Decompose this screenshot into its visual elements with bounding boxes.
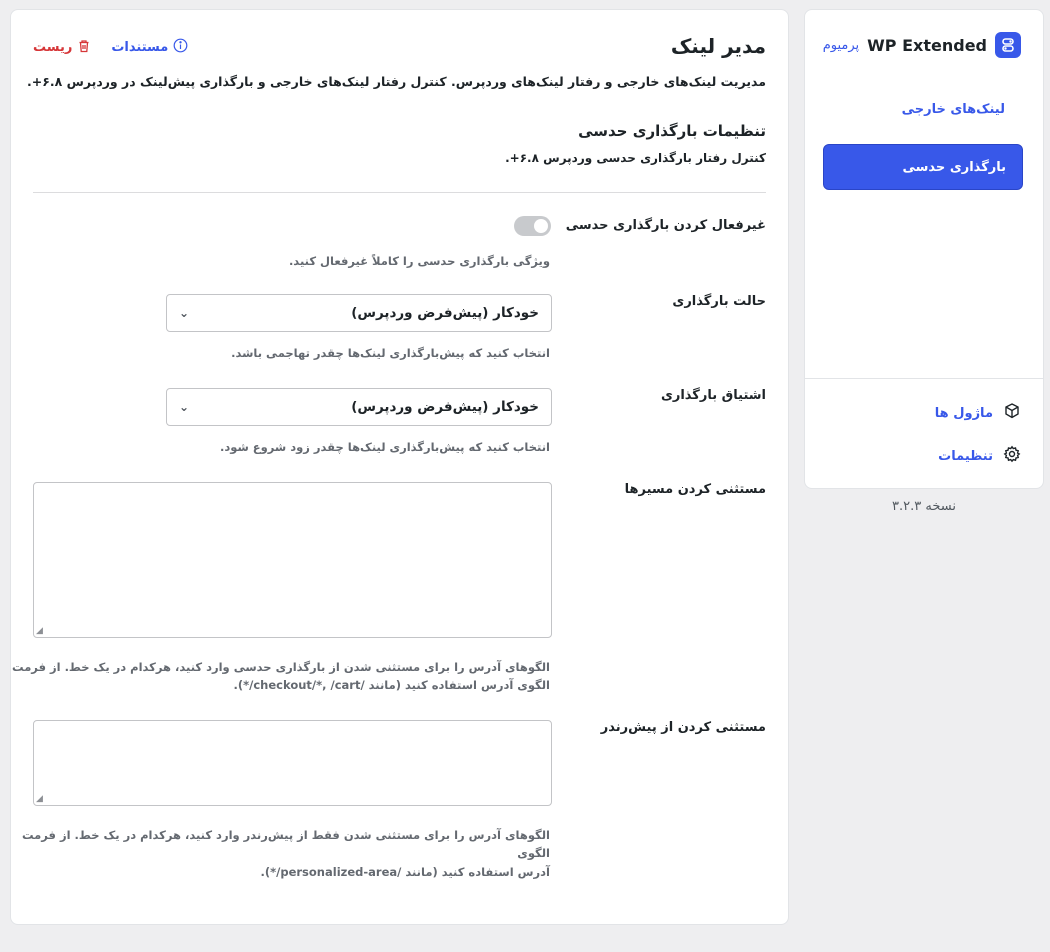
disable-label: غیرفعال کردن بارگذاری حدسی (565, 218, 766, 233)
trash-icon (77, 39, 91, 57)
sidebar-item-settings[interactable] (938, 445, 1021, 467)
exclude-paths-help-line2: الگوی آدرس استفاده کنید (مانند /checkout/*, /cart/*). (233, 678, 550, 693)
main-card (10, 9, 789, 925)
page-description: مدیریت لینک‌های خارجی و رفتار لینک‌های وردپرس. کنترل رفتار لینک‌های خارجی و بارگذاری پیش‌لینک در وردپرس ۶.۸+. (27, 74, 766, 89)
exclude-prerender-help-line1: الگوهای آدرس را برای مستثنی شدن فقط از پیش‌رندر وارد کنید، هرکدام در یک خط. از فرمت الگوی (21, 828, 550, 861)
reset-button[interactable] (33, 39, 91, 57)
chevron-down-icon: ⌄ (179, 306, 190, 320)
mode-help: انتخاب کنید که پیش‌بارگذاری لینک‌ها چقدر تهاجمی باشد. (231, 346, 550, 360)
docs-label: مستندات (111, 40, 169, 55)
cube-icon (1003, 402, 1021, 424)
exclude-paths-label: مستثنی کردن مسیرها (624, 482, 766, 497)
header-actions (33, 38, 188, 57)
resize-handle-icon[interactable]: ◢ (36, 794, 43, 804)
page-title: مدیر لینک (670, 34, 766, 58)
eagerness-label: اشتیاق بارگذاری (660, 388, 766, 403)
exclude-prerender-textarea[interactable] (33, 720, 552, 806)
section-divider (33, 192, 766, 193)
settings-label: تنظیمات (938, 448, 993, 464)
version-text: نسخه ۳.۲.۳ (892, 499, 956, 514)
section-title: تنظیمات بارگذاری حدسی (578, 122, 766, 140)
disable-toggle[interactable] (514, 216, 551, 236)
nav-speculative-loading[interactable]: بارگذاری حدسی (823, 144, 1023, 190)
mode-select[interactable] (166, 294, 552, 332)
chevron-down-icon: ⌄ (179, 400, 190, 414)
toggle-knob (534, 219, 548, 233)
sidebar (804, 9, 1044, 489)
brand[interactable] (823, 32, 1021, 58)
eagerness-value: خودکار (پیش‌فرض وردپرس) (351, 399, 539, 415)
logo-icon (995, 32, 1021, 58)
docs-link[interactable] (111, 38, 188, 57)
modules-label: ماژول ها (934, 405, 993, 421)
exclude-paths-textarea[interactable] (33, 482, 552, 638)
resize-handle-icon[interactable]: ◢ (36, 626, 43, 636)
eagerness-help: انتخاب کنید که پیش‌بارگذاری لینک‌ها چقدر زود شروع شود. (219, 440, 550, 454)
mode-value: خودکار (پیش‌فرض وردپرس) (351, 305, 539, 321)
exclude-prerender-label: مستثنی کردن از پیش‌رندر (600, 720, 766, 735)
exclude-prerender-help-line2: آدرس استفاده کنید (مانند /personalized-area/*). (260, 864, 550, 879)
reset-label: ریست (33, 40, 73, 55)
exclude-paths-help (12, 658, 550, 695)
exclude-paths-help-line1: الگوهای آدرس را برای مستثنی شدن از بارگذاری حدسی وارد کنید، هرکدام در یک خط. از فرمت (12, 660, 550, 674)
section-description: کنترل رفتار بارگذاری حدسی وردپرس ۶.۸+. (505, 151, 766, 165)
eagerness-select[interactable] (166, 388, 552, 426)
disable-help: ویژگی بارگذاری حدسی را کاملاً غیرفعال کنید. (288, 254, 550, 268)
nav-external-links[interactable]: لینک‌های خارجی (901, 102, 1005, 117)
info-icon (173, 38, 188, 57)
gear-icon (1003, 445, 1021, 467)
premium-badge: پرمیوم (822, 37, 860, 53)
brand-name: WP Extended (867, 35, 987, 55)
mode-label: حالت بارگذاری (672, 294, 766, 309)
exclude-prerender-help (11, 826, 550, 881)
sidebar-item-modules[interactable] (935, 402, 1021, 424)
sidebar-divider (805, 378, 1043, 379)
